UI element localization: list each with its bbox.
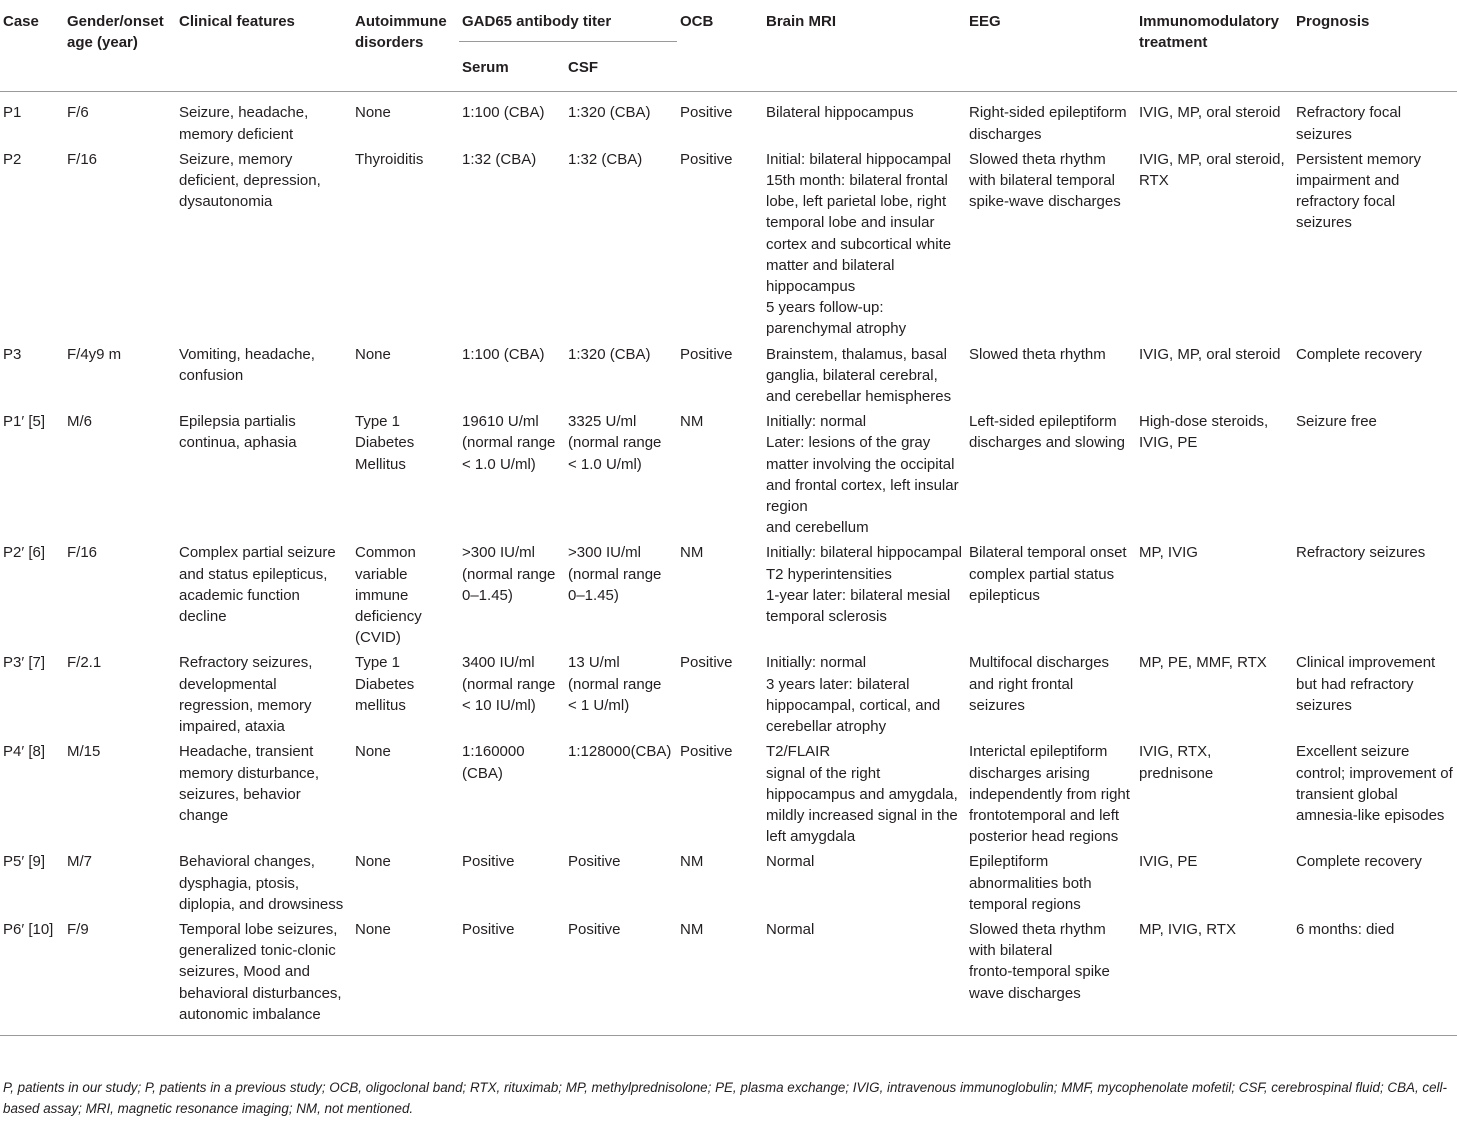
cell-serum: 19610 U/ml (normal range < 1.0 U/ml) (462, 413, 556, 473)
cell-clinical: Vomiting, headache, confusion (179, 345, 315, 384)
cell-eeg: Epileptiform abnormalities both temporal regions (969, 853, 1092, 913)
cell-serum: Positive (462, 853, 515, 871)
cell-clinical: Complex partial seizure and status epilepticus, academic function decline (179, 544, 336, 626)
cell-prognosis: Refractory focal seizures (1296, 104, 1402, 143)
header-prognosis: Prognosis (1293, 0, 1457, 92)
header-clinical-features: Clinical features (176, 0, 352, 92)
cell-eeg: Right-sided epileptiform discharges (969, 104, 1127, 143)
cell-treatment: IVIG, MP, oral steroid (1139, 104, 1281, 122)
cell-autoimmune: Type 1 Diabetes Mellitus (355, 413, 415, 473)
cell-ocb: Positive (680, 150, 733, 168)
cell-case: P2 (3, 150, 22, 168)
cell-clinical: Temporal lobe seizures, generalized tonic-clonic seizures, Mood and behavioral disturbances, autonomic imbalance (176, 919, 352, 1036)
table-row (0, 542, 1457, 652)
mri-line: Initially: normal (766, 413, 867, 431)
eeg-line: fronto-temporal spike wave discharges (969, 963, 1110, 1002)
cell-case: P3′ [7] (3, 654, 46, 672)
cell-prognosis: Excellent seizure control; improvement of transient global amnesia-like episodes (1296, 743, 1453, 824)
header-gender-onset: Gender/onset age (year) (64, 0, 176, 92)
cell-csf: 13 U/ml (normal range < 1 U/ml) (568, 654, 662, 714)
cell-mri: Brainstem, thalamus, basal ganglia, bilateral cerebral, and cerebellar hemispheres (766, 345, 952, 406)
cell-autoimmune: None (355, 345, 391, 363)
cell-treatment: IVIG, RTX, prednisone (1139, 743, 1214, 782)
header-treatment: Immunomodulatory treatment (1136, 0, 1293, 92)
header-brain-mri: Brain MRI (763, 0, 966, 92)
cell-eeg: Slowed theta rhythm (969, 345, 1106, 363)
cell-prognosis: Seizure free (1296, 413, 1377, 431)
mri-line: Initially: normal (766, 654, 867, 672)
cell-ocb: Positive (680, 743, 733, 761)
table-row (0, 92, 1457, 149)
cell-eeg: Bilateral temporal onset complex partial status epilepticus (969, 544, 1127, 604)
cell-autoimmune: None (355, 853, 391, 871)
cell-case: P3 (3, 345, 22, 363)
mri-line: 5 years follow-up: parenchymal atrophy (766, 299, 907, 338)
cell-eeg: Multifocal discharges and right frontal seizures (969, 654, 1110, 714)
cell-csf: 1:32 (CBA) (568, 150, 643, 168)
cell-serum: 3400 IU/ml (normal range < 10 IU/ml) (462, 654, 556, 714)
header-ocb: OCB (677, 0, 763, 92)
cell-csf: 1:320 (CBA) (568, 104, 651, 122)
header-autoimmune: Autoimmune disorders (352, 0, 459, 92)
cell-clinical: Seizure, headache, memory deficient (179, 104, 309, 143)
cell-case: P2′ [6] (3, 544, 46, 562)
cell-clinical: Headache, transient memory disturbance, seizures, behavior change (179, 743, 320, 824)
cell-autoimmune: None (352, 919, 459, 1036)
mri-line: 1-year later: bilateral mesial temporal sclerosis (766, 586, 951, 626)
table-row (0, 652, 1457, 741)
cell-csf: Positive (568, 853, 621, 871)
mri-line: signal of the right hippocampus and amygdala, mildly increased signal in the left amygdala (766, 764, 958, 846)
cell-mri (763, 149, 966, 344)
cell-gender: F/16 (67, 544, 98, 562)
cell-gender: F/6 (67, 104, 89, 122)
header-gad65 (459, 0, 677, 42)
cell-case: P6′ [10] (0, 919, 64, 1036)
cell-gender: M/7 (67, 853, 93, 871)
cell-mri: Normal (763, 919, 966, 1036)
cell-prognosis: Complete recovery (1296, 345, 1422, 363)
cell-prognosis: Clinical improvement but had refractory seizures (1296, 654, 1436, 714)
cell-csf: 3325 U/ml (normal range < 1.0 U/ml) (568, 413, 662, 473)
mri-line: and cerebellum (766, 519, 869, 537)
mri-line: Initially: bilateral hippocampal (766, 544, 962, 562)
cell-treatment: MP, PE, MMF, RTX (1139, 654, 1267, 672)
cell-prognosis: Persistent memory impairment and refractory focal seizures (1296, 150, 1422, 232)
table-row (0, 149, 1457, 344)
cell-mri (763, 652, 966, 741)
cell-autoimmune: None (355, 104, 391, 122)
cell-prognosis: 6 months: died (1293, 919, 1457, 1036)
cell-gender: F/16 (67, 150, 98, 168)
cell-serum: 1:160000 (CBA) (462, 743, 525, 782)
cell-treatment: High-dose steroids, IVIG, PE (1139, 413, 1269, 452)
cell-ocb: Positive (680, 654, 733, 672)
mri-line: T2 hyperintensities (766, 565, 892, 583)
cell-csf: Positive (565, 919, 677, 1036)
cell-serum: 1:100 (CBA) (462, 104, 545, 122)
table-body (0, 92, 1457, 1036)
cell-treatment: MP, IVIG (1139, 544, 1198, 562)
cell-mri: Normal (766, 853, 815, 871)
cell-mri (763, 542, 966, 652)
cell-treatment: MP, IVIG, RTX (1136, 919, 1293, 1036)
cell-ocb: NM (677, 919, 763, 1036)
mri-line: Initial: bilateral hippocampal (766, 150, 952, 168)
table-row (0, 741, 1457, 851)
header-eeg: EEG (966, 0, 1136, 92)
mri-line: 3 years later: bilateral hippocampal, cortical, and cerebellar atrophy (766, 675, 941, 736)
cell-case: P4′ [8] (3, 743, 46, 761)
mri-line: 15th month: bilateral frontal lobe, left parietal lobe, right temporal lobe and insular cortex and subcortical white matter and bilateral hippocampus (766, 172, 952, 296)
cell-ocb: Positive (680, 104, 733, 122)
cell-clinical: Refractory seizures, developmental regression, memory impaired, ataxia (179, 654, 313, 736)
cell-gender: M/15 (67, 743, 101, 761)
cell-clinical: Behavioral changes, dysphagia, ptosis, diplopia, and drowsiness (179, 853, 344, 913)
cell-gender: M/6 (67, 413, 93, 431)
cell-treatment: IVIG, PE (1139, 853, 1198, 871)
cell-clinical: Epilepsia partialis continua, aphasia (179, 413, 297, 452)
cell-gender: F/9 (64, 919, 176, 1036)
cell-gender: F/2.1 (67, 654, 102, 672)
cell-case: P1 (3, 104, 22, 122)
cell-csf: 1:320 (CBA) (568, 345, 651, 363)
cell-gender: F/4y9 m (67, 345, 122, 363)
cell-eeg (966, 919, 1136, 1036)
cell-serum: 1:32 (CBA) (462, 150, 537, 168)
cell-clinical: Seizure, memory deficient, depression, dysautonomia (179, 150, 321, 211)
cell-prognosis: Complete recovery (1296, 853, 1422, 871)
cell-treatment: IVIG, MP, oral steroid (1139, 345, 1281, 363)
cell-mri (763, 411, 966, 542)
cell-csf: 1:128000(CBA) (568, 743, 672, 761)
cell-prognosis: Refractory seizures (1296, 544, 1426, 562)
table-row (0, 919, 1457, 1036)
cell-case: P1′ [5] (3, 413, 46, 431)
cell-serum: 1:100 (CBA) (462, 345, 545, 363)
cell-ocb: NM (680, 413, 704, 431)
cell-eeg: Left-sided epileptiform discharges and slowing (969, 413, 1125, 452)
cell-autoimmune: Type 1 Diabetes mellitus (355, 654, 415, 714)
cell-mri: Bilateral hippocampus (766, 104, 914, 122)
cell-autoimmune: None (355, 743, 391, 761)
eeg-line: Slowed theta rhythm with bilateral (969, 920, 1106, 960)
table-row (0, 411, 1457, 542)
cell-serum: >300 IU/ml (normal range 0–1.45) (462, 544, 556, 604)
cell-case: P5′ [9] (3, 853, 46, 871)
header-case: Case (0, 0, 64, 92)
cell-treatment: IVIG, MP, oral steroid, RTX (1139, 150, 1285, 190)
cell-eeg: Slowed theta rhythm with bilateral temporal spike-wave discharges (969, 150, 1121, 211)
cell-mri (763, 741, 966, 851)
header-serum: Serum (459, 42, 565, 92)
cell-ocb: Positive (680, 345, 733, 363)
cell-eeg: Interictal epileptiform discharges arising independently from right frontotemporal and left posterior head regions (969, 743, 1130, 846)
cell-csf: >300 IU/ml (normal range 0–1.45) (568, 544, 662, 604)
cell-autoimmune: Thyroiditis (355, 150, 424, 168)
table-header (0, 0, 1457, 92)
mri-line: T2/FLAIR (766, 743, 831, 761)
cell-ocb: NM (680, 853, 704, 871)
mri-line: Later: lesions of the gray matter involving the occipital and frontal cortex, left insular region (766, 434, 959, 516)
cell-autoimmune: Common variable immune deficiency (CVID) (355, 544, 422, 647)
cell-serum: Positive (459, 919, 565, 1036)
table-row (0, 851, 1457, 919)
header-gad65-label: GAD65 antibody titer (462, 13, 612, 30)
table-footnote: P, patients in our study; P, patients in a previous study; OCB, oligoclonal band; RTX, rituximab; MP, methylprednisolone; PE, plasma exchange; IVIG, intravenous immunoglobulin; MMF, mycophenolate mofetil; CSF, cerebrospinal fluid; CBA, cell-based assay; MRI, magnetic resonance imaging; NM, not mentioned. (3, 1080, 1447, 1116)
cell-ocb: NM (680, 544, 704, 562)
header-csf: CSF (565, 42, 677, 92)
table-row (0, 344, 1457, 412)
